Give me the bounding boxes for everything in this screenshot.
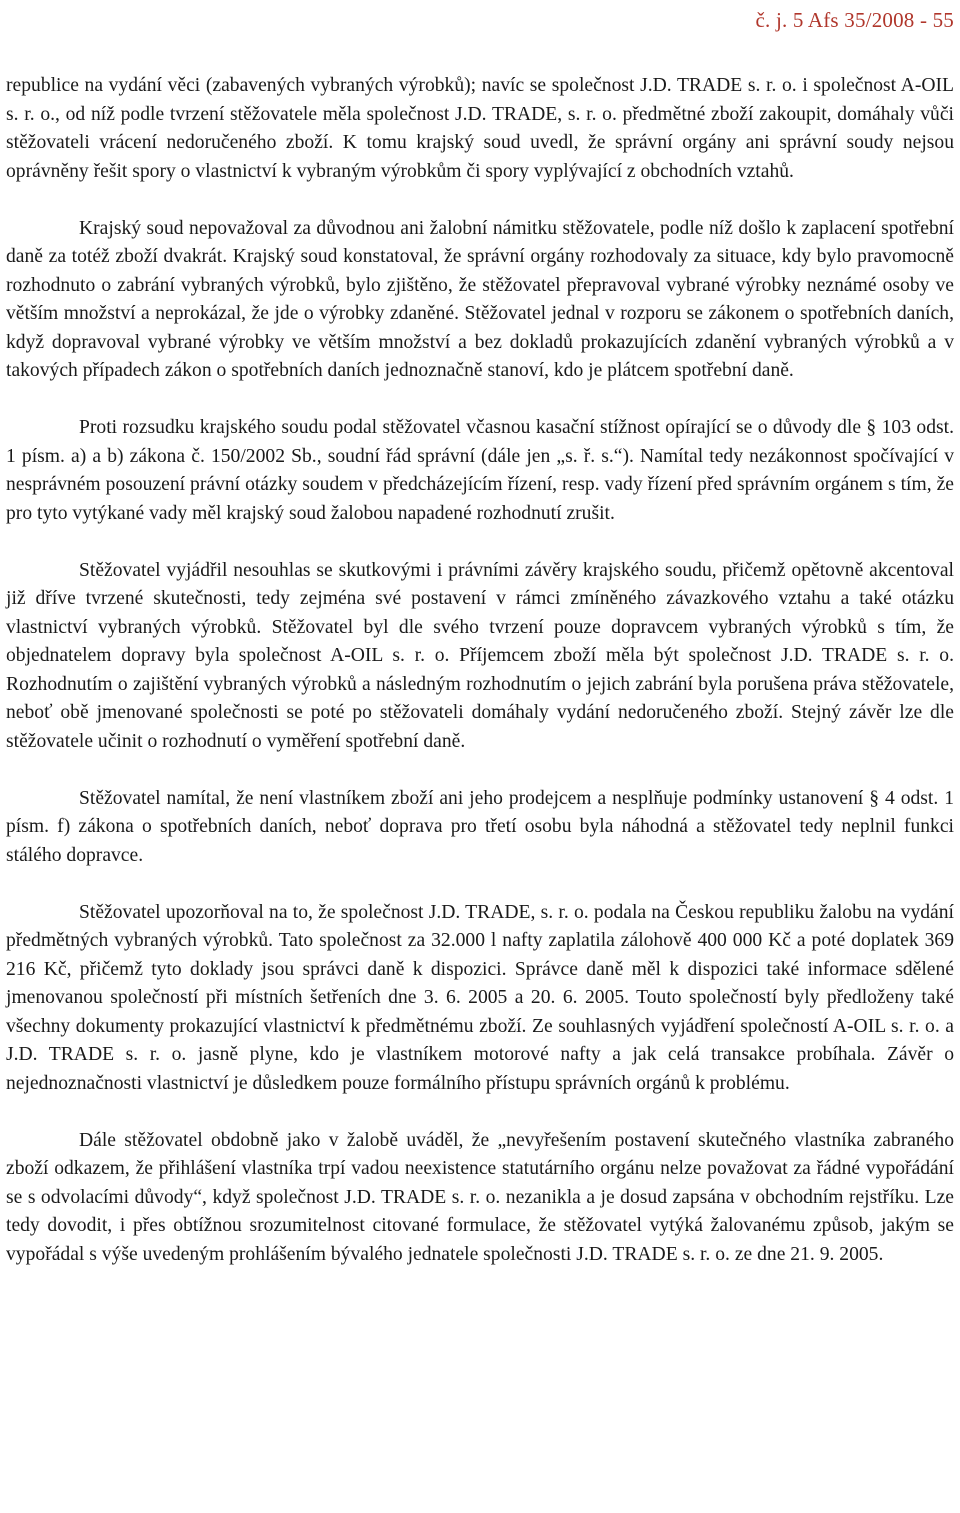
paragraph-continuation: republice na vydání věci (zabavených vybraných výrobků); navíc se společnost J.D. TRADE s. r. o. i společnost A-OIL s. r. o., od níž podle tvrzení stěžovatele měla společnost J.D. TRADE, s. r. o. předmětné zboží zakoupit, domáhaly vůči stěžovateli vrácení nedoručeného zboží. K tomu krajský soud uvedl, že správní orgány ani správní soudy nejsou oprávněny řešit spory o vlastnictví k vybraným výrobkům či spory vyplývající z obchodních vztahů. xyxy=(6,75,954,182)
case-number-header: č. j. 5 Afs 35/2008 - 55 xyxy=(755,8,954,32)
paragraph-lawsuit-jd-trade: Stěžovatel upozorňoval na to, že společnost J.D. TRADE, s. r. o. podala na Českou republiku žalobu na vydání předmětných vybraných výrobků. Tato společnost za 32.000 l nafty zaplatila zálohově 400 000 Kč a poté doplatek 369 216 Kč, přičemž tyto doklady jsou správci daně k dispozici. Správce daně měl k dispozici také informace sdělené jmenovanou společností při místních šetřeních dne 3. 6. 2005 a 20. 6. 2005. Touto společností byly předloženy také všechny dokumenty prokazující vlastnictví k předmětnému zboží. Ze souhlasných vyjádření společností A-OIL s. r. o. a J.D. TRADE s. r. o. jasně plyne, kdo je vlastníkem motorové nafty a jak celá transakce probíhala. Závěr o nejednoznačnosti vlastnictví je důsledkem pouze formálního přístupu správních orgánů k problému. xyxy=(6,901,954,1094)
paragraph-cassation-complaint: Proti rozsudku krajského soudu podal stěžovatel včasnou kasační stížnost opírající se o důvody dle § 103 odst. 1 písm. a) a b) zákona č. 150/2002 Sb., soudní řád správní (dále jen „s. ř. s.“). Namítal tedy nezákonnost spočívající v nesprávném posouzení právní otázky soudem v předcházejícím řízení, resp. vady řízení před správním orgánem s tím, že pro tyto vytýkané vady měl krajský soud žalobou napadené rozhodnutí zrušit. xyxy=(6,417,954,524)
document-page xyxy=(6,0,954,1269)
document-body xyxy=(6,72,954,1269)
paragraph-disagreement: Stěžovatel vyjádřil nesouhlas se skutkovými i právními závěry krajského soudu, přičemž opětovně akcentoval již dříve tvrzené skutečnosti, tedy zejména své postavení v rámci zmíněného závazkového vztahu a také otázku vlastnictví vybraných výrobků. Stěžovatel byl dle svého tvrzení pouze dopravcem vybraných výrobků s tím, že objednatelem dopravy byla společnost A-OIL s. r. o. Příjemcem zboží měla být společnost J.D. TRADE s. r. o. Rozhodnutím o zajištění vybraných výrobků a následným rozhodnutím o jejich zabrání byla porušena práva stěžovatele, neboť obě jmenované společnosti se poté po stěžovateli domáhaly vydání nedoručeného zboží. Stejný závěr lze dle stěžovatele učinit o rozhodnutí o vyměření spotřební daně. xyxy=(6,559,954,752)
paragraph-not-owner: Stěžovatel namítal, že není vlastníkem zboží ani jeho prodejcem a nesplňuje podmínky ustanovení § 4 odst. 1 písm. f) zákona o spotřebních daních, neboť doprava pro třetí osobu byla náhodná a stěžovatel tedy neplnil funkci stálého dopravce. xyxy=(6,787,954,866)
paragraph-further-objection: Dále stěžovatel obdobně jako v žalobě uváděl, že „nevyřešením postavení skutečného vlastníka zabraného zboží odkazem, že přihlášení vlastníka trpí vadou neexistence statutárního orgánu nelze považovat za řádné vypořádání se s odvolacími důvody“, když společnost J.D. TRADE s. r. o. nezanikla a je dosud zapsána v obchodním rejstříku. Lze tedy dovodit, i přes obtížnou srozumitelnost citované formulace, že stěžovatel vytýká žalovanému způsob, jakým se vypořádal s výše uvedeným prohlášením bývalého jednatele společnosti J.D. TRADE s. r. o. ze dne 21. 9. 2005. xyxy=(6,1129,954,1265)
paragraph-regional-court-tax: Krajský soud nepovažoval za důvodnou ani žalobní námitku stěžovatele, podle níž došlo k zaplacení spotřební daně za totéž zboží dvakrát. Krajský soud konstatoval, že správní orgány rozhodovaly za situace, kdy bylo pravomocně rozhodnuto o zabrání vybraných výrobků, bylo zjištěno, že stěžovatel přepravoval vybrané výrobky neznámé osoby ve větším množství a neprokázal, že jde o výrobky zdaněné. Stěžovatel jednal v rozporu se zákonem o spotřebních daních, když dopravoval vybrané výrobky ve větším množství a bez dokladů prokazujících zdanění vybraných výrobků a v takových případech zákon o spotřebních daních jednoznačně stanoví, kdo je plátcem spotřební daně. xyxy=(6,217,954,381)
